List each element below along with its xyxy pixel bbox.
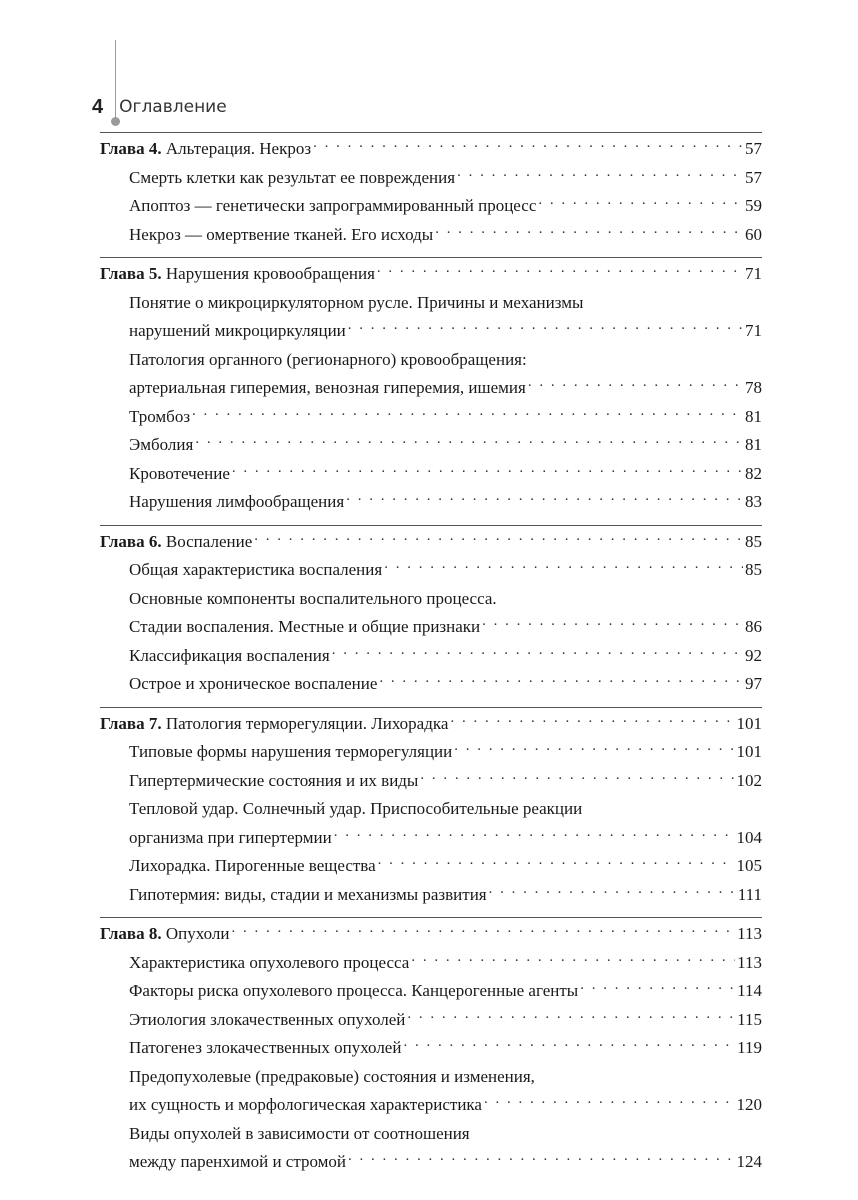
leader-dots xyxy=(538,186,743,215)
section-entry xyxy=(100,881,762,910)
leader-dots xyxy=(348,311,743,340)
leader-dots xyxy=(192,397,743,426)
page-ref: 102 xyxy=(736,770,762,790)
page-ref: 78 xyxy=(745,378,762,397)
chapter-heading xyxy=(100,260,375,289)
section-title: Некроз — омертвение тканей. Его исходы xyxy=(129,224,434,244)
section-title-line: между паренхимой и стромой xyxy=(129,1152,346,1171)
section-title-block xyxy=(129,346,762,403)
leader-dots xyxy=(313,129,743,158)
page-ref: 124 xyxy=(736,1152,762,1171)
page-ref: 60 xyxy=(745,224,762,244)
page-ref: 59 xyxy=(745,196,762,215)
section-title-line: нарушений микроциркуляции xyxy=(129,321,346,340)
page-ref: 97 xyxy=(745,674,762,693)
section-title: Смерть клетки как результат ее повреждения xyxy=(129,167,456,187)
leader-dots xyxy=(231,914,735,943)
page-ref: 81 xyxy=(745,406,762,426)
section-title-line: Виды опухолей в зависимости от соотношения xyxy=(129,1123,470,1143)
page-ref: 57 xyxy=(745,139,762,158)
section-entry xyxy=(100,488,762,517)
section-title: Характеристика опухолевого процесса xyxy=(129,952,410,972)
leader-dots xyxy=(484,1085,735,1114)
section-title-line: артериальная гиперемия, венозная гиперемия, ишемия xyxy=(129,378,526,397)
chapter-label: Глава 5. xyxy=(100,264,162,283)
leader-dots xyxy=(254,522,743,551)
page-title: Оглавление xyxy=(119,97,227,117)
chapter-title: Патология терморегуляции. Лихорадка xyxy=(161,713,449,733)
section-title: Факторы риска опухолевого процесса. Канцерогенные агенты xyxy=(129,981,579,1000)
page-ref: 114 xyxy=(737,981,762,1000)
section-entry xyxy=(100,1034,762,1063)
section-title: Нарушения лимфообращения xyxy=(129,492,345,511)
page-ref: 71 xyxy=(745,321,762,340)
chapter-section xyxy=(100,525,762,707)
chapter-title: Опухоли xyxy=(161,924,230,943)
leader-dots xyxy=(450,704,734,733)
leader-dots xyxy=(407,1000,735,1029)
leader-dots xyxy=(232,454,743,483)
page-ref: 104 xyxy=(736,827,762,847)
section-entry xyxy=(100,289,762,346)
page-ref: 120 xyxy=(736,1095,762,1114)
section-entry xyxy=(100,1120,762,1177)
page-ref: 105 xyxy=(736,856,762,875)
page-ref: 113 xyxy=(737,924,762,943)
leader-dots xyxy=(379,664,743,693)
leader-dots xyxy=(377,254,743,283)
chapter-section xyxy=(100,707,762,918)
chapter-section xyxy=(100,132,762,257)
section-title: Кровотечение xyxy=(129,463,230,483)
section-title: Эмболия xyxy=(129,435,194,454)
page-ref: 111 xyxy=(737,884,762,904)
section-entry xyxy=(100,1063,762,1120)
page-ref: 115 xyxy=(737,1009,762,1029)
section-title-line: организма при гипертермии xyxy=(129,827,332,847)
chapter-section xyxy=(100,257,762,525)
leader-dots xyxy=(457,158,743,187)
page-ref: 85 xyxy=(745,560,762,579)
section-title: Типовые формы нарушения терморегуляции xyxy=(129,742,453,761)
section-entry xyxy=(100,585,762,642)
section-entry xyxy=(100,767,762,796)
page-ref: 86 xyxy=(745,617,762,636)
table-of-contents xyxy=(100,132,762,1185)
section-title-line: Основные компоненты воспалительного процесса. xyxy=(129,588,497,608)
leader-dots xyxy=(348,1142,735,1171)
leader-dots xyxy=(332,636,743,665)
page-ref: 101 xyxy=(736,713,762,733)
chapter-title: Альтерация. Некроз xyxy=(161,139,312,158)
leader-dots xyxy=(411,943,735,972)
leader-dots xyxy=(454,732,734,761)
page-ref: 92 xyxy=(745,645,762,665)
page-ref: 57 xyxy=(745,167,762,187)
section-title: Общая характеристика воспаления xyxy=(129,560,383,579)
section-title: Гипертермические состояния и их виды xyxy=(129,770,419,790)
leader-dots xyxy=(378,846,735,875)
page-ref: 82 xyxy=(745,463,762,483)
section-title: Тромбоз xyxy=(129,406,191,426)
section-title-line: Стадии воспаления. Местные и общие признаки xyxy=(129,617,481,636)
section-entry xyxy=(100,346,762,403)
section-title-last-line xyxy=(129,317,762,346)
page-ref: 119 xyxy=(737,1038,762,1057)
leader-dots xyxy=(334,818,735,847)
section-title-block xyxy=(129,585,762,642)
leader-dots xyxy=(528,368,743,397)
section-entry xyxy=(100,221,762,250)
section-title: Лихорадка. Пирогенные вещества xyxy=(129,856,376,875)
chapter-label: Глава 7. xyxy=(100,713,162,733)
chapter-label: Глава 4. xyxy=(100,139,162,158)
section-title-block xyxy=(129,289,762,346)
page-ref: 101 xyxy=(736,742,762,761)
section-title-line: Патология органного (регионарного) кровообращения: xyxy=(129,349,527,369)
page-ref: 71 xyxy=(745,264,762,283)
section-entry xyxy=(100,556,762,585)
chapter-entry xyxy=(100,260,762,289)
section-entry xyxy=(100,795,762,852)
page-number: 4 xyxy=(92,95,104,118)
chapter-heading xyxy=(100,710,448,739)
leader-dots xyxy=(482,607,743,636)
chapter-section xyxy=(100,917,762,1185)
section-title-block xyxy=(129,1063,762,1120)
section-title-block xyxy=(129,795,762,852)
chapter-heading xyxy=(100,920,229,949)
page-ref: 113 xyxy=(737,952,762,972)
page-ref: 85 xyxy=(745,531,762,551)
section-entry xyxy=(100,670,762,699)
section-title-line: Предопухолевые (предраковые) состояния и изменения, xyxy=(129,1066,535,1086)
page-header xyxy=(92,92,227,122)
chapter-title: Нарушения кровообращения xyxy=(161,264,375,283)
section-title-last-line xyxy=(129,1091,762,1120)
leader-dots xyxy=(384,550,743,579)
section-title: Острое и хроническое воспаление xyxy=(129,674,378,693)
leader-dots xyxy=(195,425,743,454)
leader-dots xyxy=(420,761,734,790)
leader-dots xyxy=(580,971,735,1000)
leader-dots xyxy=(403,1028,735,1057)
leader-dots xyxy=(346,482,743,511)
section-title-last-line xyxy=(129,1148,762,1177)
chapter-heading xyxy=(100,528,252,557)
section-title: Этиология злокачественных опухолей xyxy=(129,1009,406,1029)
page-ref: 81 xyxy=(745,435,762,454)
chapter-title: Воспаление xyxy=(161,531,253,551)
section-title-line: их сущность и морфологическая характеристика xyxy=(129,1095,482,1114)
leader-dots xyxy=(489,875,736,904)
leader-dots xyxy=(435,215,743,244)
section-title: Классификация воспаления xyxy=(129,645,330,665)
chapter-heading xyxy=(100,135,311,164)
section-title-line: Тепловой удар. Солнечный удар. Приспособительные реакции xyxy=(129,799,583,818)
section-title-block xyxy=(129,1120,762,1177)
section-title: Патогенез злокачественных опухолей xyxy=(129,1038,402,1057)
section-title-line: Понятие о микроциркуляторном русле. Причины и механизмы xyxy=(129,292,584,312)
section-title: Гипотермия: виды, стадии и механизмы развития xyxy=(129,884,487,904)
page-ref: 83 xyxy=(745,492,762,511)
section-title: Апоптоз — генетически запрограммированный процесс xyxy=(129,196,537,215)
chapter-label: Глава 8. xyxy=(100,924,162,943)
chapter-label: Глава 6. xyxy=(100,531,162,551)
